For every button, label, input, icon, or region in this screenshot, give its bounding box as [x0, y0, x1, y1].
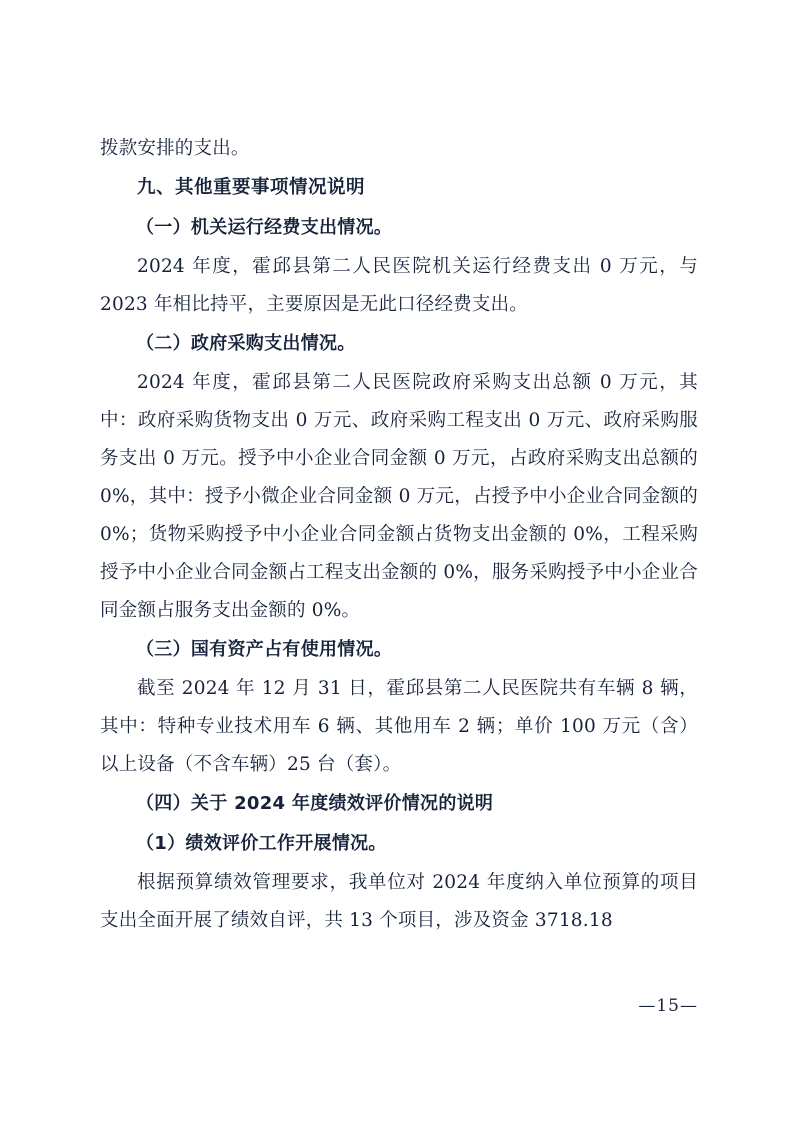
paragraph-government-procurement: 2024 年度，霍邱县第二人民医院政府采购支出总额 0 万元，其中：政府采购货物支出 0 万元、政府采购工程支出 0 万元、政府采购服务支出 0 万元。授予中小企业合同金额 0 万元，占政府采购支出总额的 0%，其中：授予小微企业合同金额 0 万元，占授予中小企业合同金额的 0%；货物采购授予中小企业合同金额占货物支出金额的 0%，工程采购授予中小企业合同金额占工程支出金额的 0%，服务采购授予中小企业合同金额占服务支出金额的 0%。 [100, 372, 698, 621]
paragraph-state-assets: 截至 2024 年 12 月 31 日，霍邱县第二人民医院共有车辆 8 辆，其中：特种专业技术用车 6 辆、其他用车 2 辆；单价 100 万元（含）以上设备（不含车辆）25 台（套）。 [100, 678, 698, 775]
paragraph-continuation: 拨款安排的支出。 [100, 138, 250, 159]
subsection-heading-four: （四）关于 2024 年度绩效评价情况的说明 [136, 793, 494, 814]
subsection-heading-two: （二）政府采购支出情况。 [136, 333, 356, 354]
paragraph-operating-expenses: 2024 年度，霍邱县第二人民医院机关运行经费支出 0 万元，与 2023 年相比持平，主要原因是无此口径经费支出。 [100, 256, 698, 315]
subsection-heading-four-one: （1）绩效评价工作开展情况。 [136, 833, 387, 854]
paragraph-performance-evaluation: 根据预算绩效管理要求，我单位对 2024 年度纳入单位预算的项目支出全面开展了绩效自评，共 13 个项目，涉及资金 3718.18 [100, 872, 698, 931]
document-body [100, 130, 698, 940]
page-number: —15— [638, 996, 698, 1016]
subsection-heading-one: （一）机关运行经费支出情况。 [136, 217, 393, 238]
section-heading-nine: 九、其他重要事项情况说明 [137, 177, 366, 198]
subsection-heading-three: （三）国有资产占有使用情况。 [136, 639, 393, 660]
